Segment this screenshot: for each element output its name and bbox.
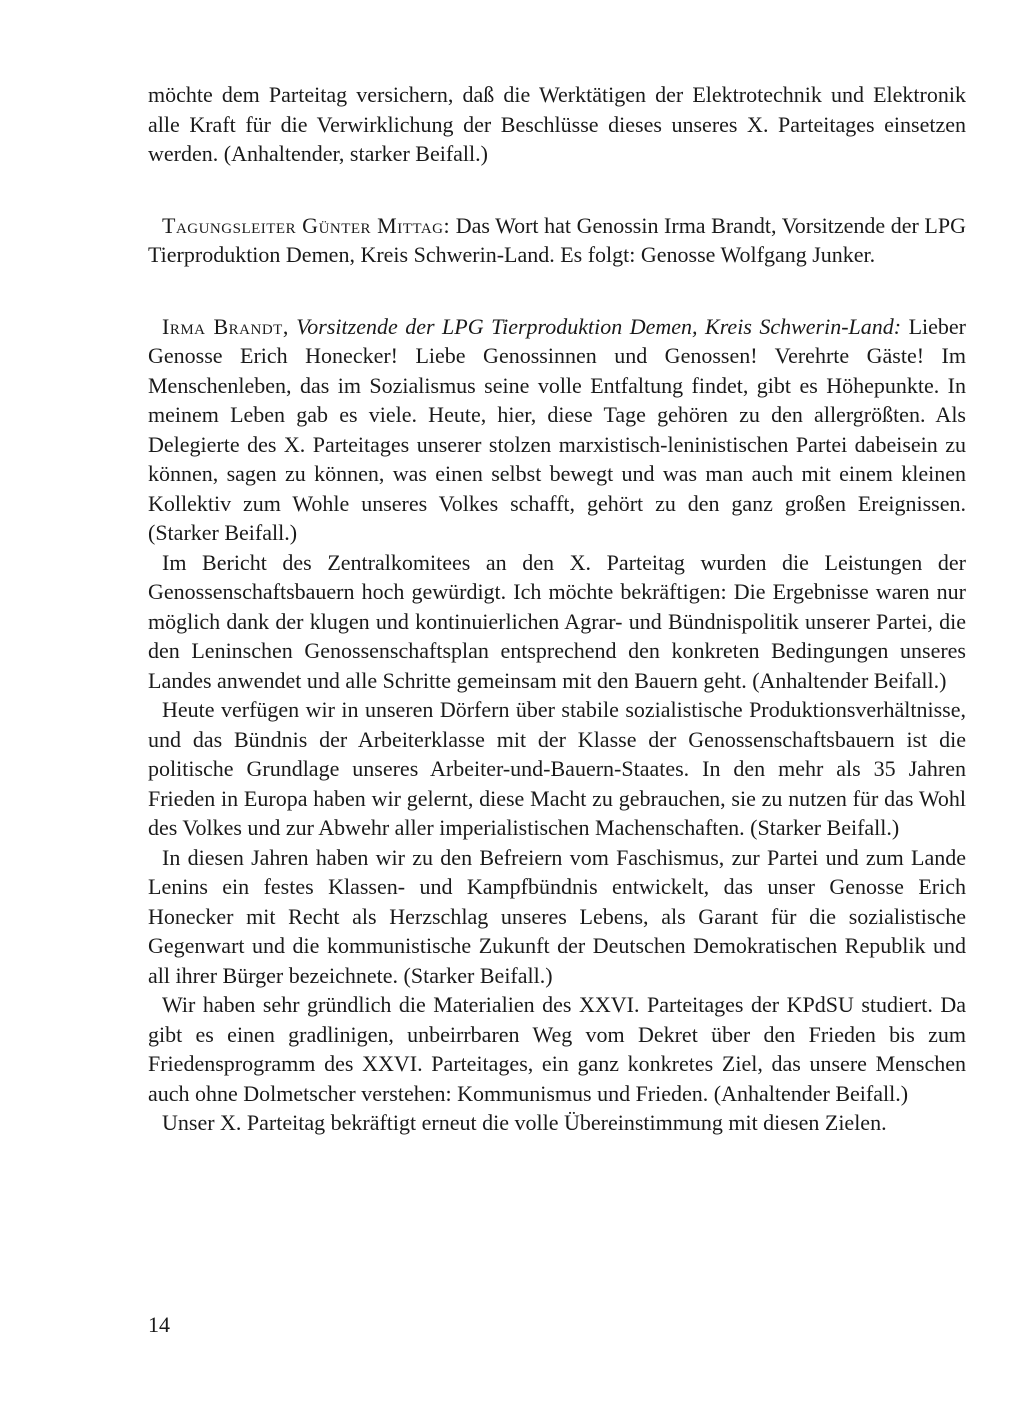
paragraph xyxy=(148,695,966,843)
speaker-name: Tagungsleiter Günter Mittag: xyxy=(162,212,451,238)
paragraph-text: Heute verfügen wir in unseren Dörfern über stabile sozialistische Produktionsverhältnisse, und das Bündnis der Arbeiterklasse mit der Klasse der Genossenschaftsbauern ist die politische Grundlage unseres Arbeiter-und-Bauern-Staates. In den mehr als 35 Jahren Frieden in Europa haben wir gelernt, diese Macht zu gebrauchen, sie zu nutzen für das Wohl des Volkes und zur Abwehr aller imperialistischen Machenschaften. (Starker Beifall.) xyxy=(148,697,966,840)
speaker-role: Vorsitzende der LPG Tierproduktion Demen, Kreis Schwerin-Land: xyxy=(288,313,902,339)
paragraph xyxy=(148,990,966,1108)
paragraph xyxy=(148,843,966,991)
paragraph-text: Lieber Genosse Erich Honecker! Liebe Genossinnen und Genossen! Verehrte Gäste! Im Menschenleben, das im Sozialismus seine volle Entfaltung findet, gibt es Höhepunkte. In meinem Leben gab es viele. Heute, hier, diese Tage gehören zu den allergrößten. Als Delegierte des X. Parteitages unserer stolzen marxistisch-leninistischen Partei dabeisein zu können, sagen zu können, was einen selbst bewegt und was man auch mit einem kleinen Kollektiv zum Wohle unseres Volkes schafft, gehört zu den ganz großen Ereignissen. (Starker Beifall.) xyxy=(148,313,967,545)
paragraph-speech-opening xyxy=(148,312,966,548)
paragraph-chair-announcement xyxy=(148,211,966,270)
speaker-name: Irma Brandt, xyxy=(162,313,289,339)
paragraph-text: Wir haben sehr gründlich die Materialien des XXVI. Parteitages der KPdSU studiert. Da gibt es einen gradlinigen, unbeirrbaren Weg vom Dekret über den Frieden bis zum Friedensprogramm des XXVI. Parteitages, ein ganz konkretes Ziel, das unsere Menschen auch ohne Dolmetscher verstehen: Kommunismus und Frieden. (Anhaltender Beifall.) xyxy=(148,992,966,1106)
paragraph xyxy=(148,548,966,696)
page-number: 14 xyxy=(148,1312,170,1337)
body-text xyxy=(148,80,966,1138)
paragraph-text: möchte dem Parteitag versichern, daß die Werktätigen der Elektrotechnik und Elektronik alle Kraft für die Verwirklichung der Beschlüsse dieses unseres X. Parteitages einsetzen werden. (Anhaltender, starker Beifall.) xyxy=(148,82,966,166)
paragraph-text: Im Bericht des Zentralkomitees an den X. Parteitag wurden die Leistungen der Genossenschaftsbauern hoch gewürdigt. Ich möchte bekräftigen: Die Ergebnisse waren nur möglich dank der klugen und kontinuierlichen Agrar- und Bündnispolitik unserer Partei, die den Leninschen Genossenschaftsplan entsprechend den konkreten Bedingungen unseres Landes anwendet und alle Schritte gemeinsam mit den Bauern geht. (Anhaltender Beifall.) xyxy=(148,549,966,693)
paragraph-continuation xyxy=(148,80,966,169)
paragraph-text: Das Wort hat Genossin Irma Brandt, Vorsitzende der LPG Tierproduktion Demen, Kreis Schwerin-Land. Es folgt: Genosse Wolfgang Junker. xyxy=(148,212,966,267)
paragraph xyxy=(148,1108,966,1138)
paragraph-text: In diesen Jahren haben wir zu den Befreiern vom Faschismus, zur Partei und zum Lande Lenins ein festes Klassen- und Kampfbündnis entwickelt, das unser Genosse Erich Honecker mit Recht als Herzschlag unseres Lebens, als Garant für die sozialistische Gegenwart und die kommunistische Zukunft der Deutschen Demokratischen Republik und all ihrer Bürger bezeichnete. (Starker Beifall.) xyxy=(148,844,966,988)
paragraph-text: Unser X. Parteitag bekräftigt erneut die volle Übereinstimmung mit diesen Zielen. xyxy=(162,1110,887,1135)
